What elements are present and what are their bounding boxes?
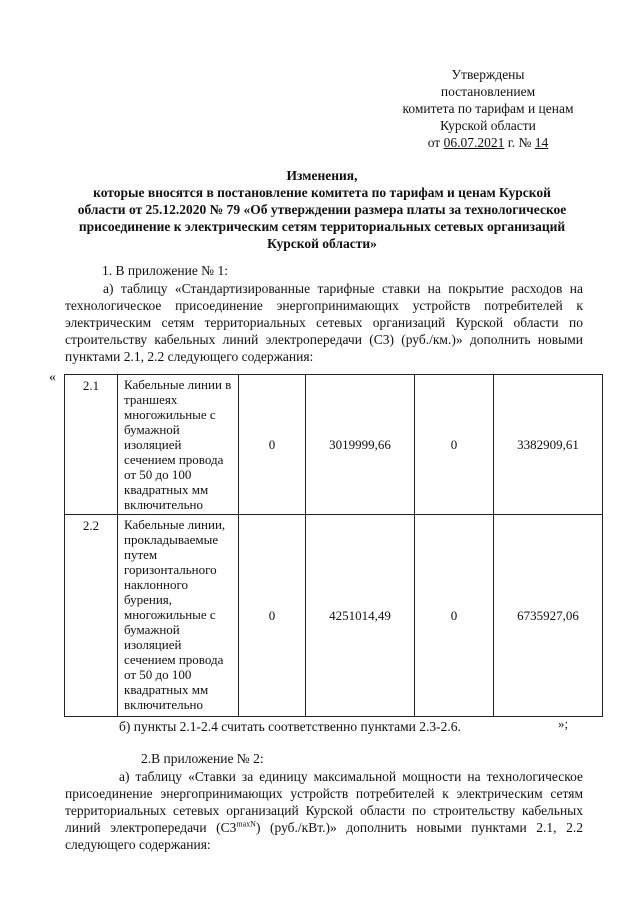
superscript-maxn: maxN — [236, 819, 256, 829]
approval-number: 14 — [534, 135, 549, 150]
table-row — [65, 375, 603, 515]
row-description: Кабельные линии, прокладываемые путем горизонтального наклонного бурения, многожильные с бумажной изоляцией сечением провода от 50 до 100 квадратных мм включительно — [118, 515, 239, 717]
section2-item-a-start: а) таблицу «Ставки за единицу максимальной мощности на технологическое присоединение энергопринимающих устройств потребителей к электрическим сетям территориальных сетевых организаций Курской области по строительству кабельных линий электропередачи (С3 — [65, 769, 583, 835]
date-suffix: г. № — [507, 135, 532, 150]
row-value: 0 — [415, 515, 494, 717]
section2-item-a-end: ) (руб./кВт.)» дополнить новыми пунктами 2.1, 2.2 следующего содержания: — [65, 820, 583, 852]
section2-item-a — [65, 768, 583, 853]
row-value: 0 — [239, 515, 306, 717]
approval-date-line — [388, 134, 588, 151]
row-value: 3382909,61 — [494, 375, 603, 515]
title-line: которые вносятся в постановление комитета по тарифам и ценам Курской — [93, 185, 551, 200]
title-line: Курской области» — [267, 236, 377, 251]
row-value: 3019999,66 — [306, 375, 415, 515]
row-value: 4251014,49 — [306, 515, 415, 717]
date-prefix: от — [427, 135, 441, 150]
section1-item-a: а) таблицу «Стандартизированные тарифные ставки на покрытие расходов на технологическое присоединение энергопринимающих устройств потребителей к электрическим сетям территориальных сетевых организаций Курской области по строительству кабельных линий электропередачи (С3) (руб./км.)» дополнить новыми пунктами 2.1, 2.2 следующего содержания: — [65, 281, 583, 364]
row-value: 6735927,06 — [494, 515, 603, 717]
document-title — [60, 167, 584, 252]
section1-heading: 1. В приложение № 1: — [102, 263, 228, 278]
row-number: 2.2 — [65, 515, 118, 717]
title-line: области от 25.12.2020 № 79 «Об утверждении размера платы за технологическое — [77, 202, 567, 217]
approval-block — [388, 66, 588, 151]
quote-close: »; — [558, 716, 569, 731]
row-value: 0 — [239, 375, 306, 515]
quote-open: « — [49, 370, 56, 385]
title-line: присоединение к электрическим сетям территориальных сетевых организаций — [78, 219, 566, 234]
approval-line: Утверждены — [451, 67, 525, 82]
approval-line: комитета по тарифам и ценам — [402, 101, 574, 116]
row-description: Кабельные линии в траншеях многожильные с бумажной изоляцией сечением провода от 50 до 100 квадратных мм включительно — [118, 375, 239, 515]
row-number: 2.1 — [65, 375, 118, 515]
row-value: 0 — [415, 375, 494, 515]
approval-date: 06.07.2021 — [443, 135, 505, 150]
approval-line: постановлением — [440, 84, 536, 99]
title-line: Изменения, — [286, 168, 358, 183]
approval-line: Курской области — [440, 118, 536, 133]
table-row — [65, 515, 603, 717]
tariff-table — [64, 374, 603, 717]
section1-item-b: б) пункты 2.1-2.4 считать соответственно пунктами 2.3-2.6. — [119, 719, 461, 734]
section2-heading: 2.В приложение № 2: — [141, 751, 264, 766]
